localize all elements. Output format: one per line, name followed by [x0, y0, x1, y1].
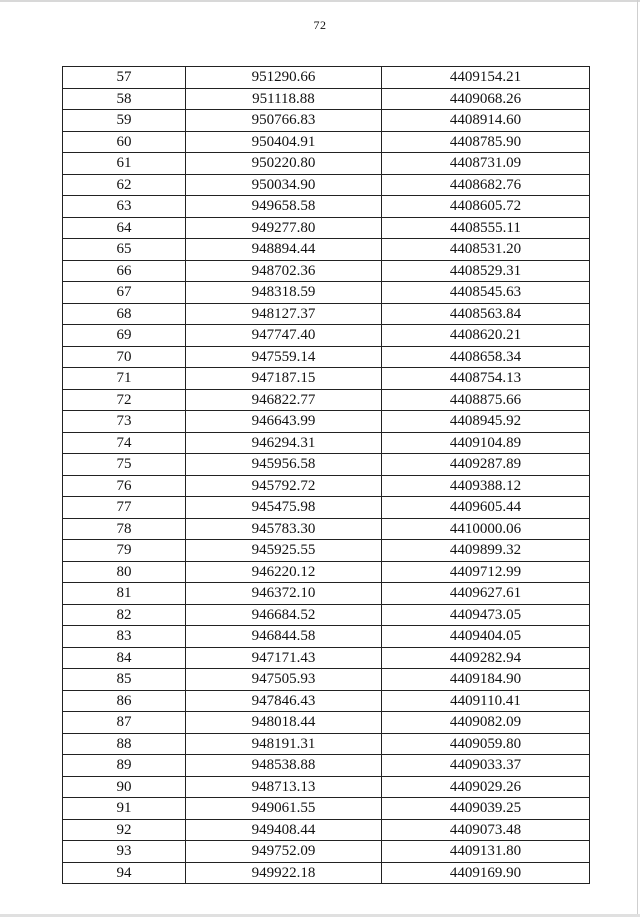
x-coordinate-cell: 950220.80 [186, 153, 382, 175]
point-number-cell: 75 [63, 454, 186, 476]
x-coordinate-cell: 947747.40 [186, 325, 382, 347]
x-coordinate-cell: 947505.93 [186, 669, 382, 691]
x-coordinate-cell: 949061.55 [186, 798, 382, 820]
point-number-cell: 86 [63, 690, 186, 712]
point-number-cell: 79 [63, 540, 186, 562]
table-row [63, 669, 590, 691]
x-coordinate-cell: 949408.44 [186, 819, 382, 841]
y-coordinate-cell: 4409068.26 [382, 88, 590, 110]
x-coordinate-cell: 951290.66 [186, 67, 382, 89]
point-number-cell: 93 [63, 841, 186, 863]
table-row [63, 282, 590, 304]
table-row [63, 561, 590, 583]
point-number-cell: 67 [63, 282, 186, 304]
y-coordinate-cell: 4409388.12 [382, 475, 590, 497]
point-number-cell: 84 [63, 647, 186, 669]
y-coordinate-cell: 4408875.66 [382, 389, 590, 411]
x-coordinate-cell: 947846.43 [186, 690, 382, 712]
x-coordinate-cell: 948894.44 [186, 239, 382, 261]
table-row [63, 239, 590, 261]
x-coordinate-cell: 946844.58 [186, 626, 382, 648]
x-coordinate-cell: 948191.31 [186, 733, 382, 755]
point-number-cell: 83 [63, 626, 186, 648]
table-row [63, 454, 590, 476]
point-number-cell: 89 [63, 755, 186, 777]
y-coordinate-cell: 4408529.31 [382, 260, 590, 282]
table-row [63, 540, 590, 562]
y-coordinate-cell: 4409184.90 [382, 669, 590, 691]
point-number-cell: 63 [63, 196, 186, 218]
table-row [63, 174, 590, 196]
y-coordinate-cell: 4408754.13 [382, 368, 590, 390]
table-row [63, 733, 590, 755]
point-number-cell: 80 [63, 561, 186, 583]
point-number-cell: 77 [63, 497, 186, 519]
point-number-cell: 87 [63, 712, 186, 734]
table-row [63, 604, 590, 626]
x-coordinate-cell: 945783.30 [186, 518, 382, 540]
y-coordinate-cell: 4408945.92 [382, 411, 590, 433]
x-coordinate-cell: 950404.91 [186, 131, 382, 153]
point-number-cell: 60 [63, 131, 186, 153]
y-coordinate-cell: 4408545.63 [382, 282, 590, 304]
y-coordinate-cell: 4409605.44 [382, 497, 590, 519]
x-coordinate-cell: 951118.88 [186, 88, 382, 110]
table-row [63, 518, 590, 540]
x-coordinate-cell: 947171.43 [186, 647, 382, 669]
table-row [63, 497, 590, 519]
x-coordinate-cell: 948702.36 [186, 260, 382, 282]
point-number-cell: 73 [63, 411, 186, 433]
table-row [63, 67, 590, 89]
table-row [63, 131, 590, 153]
x-coordinate-cell: 946684.52 [186, 604, 382, 626]
y-coordinate-cell: 4409404.05 [382, 626, 590, 648]
y-coordinate-cell: 4409282.94 [382, 647, 590, 669]
table-row [63, 841, 590, 863]
x-coordinate-cell: 948127.37 [186, 303, 382, 325]
y-coordinate-cell: 4409627.61 [382, 583, 590, 605]
table-row [63, 626, 590, 648]
y-coordinate-cell: 4409104.89 [382, 432, 590, 454]
point-number-cell: 91 [63, 798, 186, 820]
x-coordinate-cell: 946372.10 [186, 583, 382, 605]
x-coordinate-cell: 947559.14 [186, 346, 382, 368]
x-coordinate-cell: 950034.90 [186, 174, 382, 196]
table-row [63, 325, 590, 347]
x-coordinate-cell: 949752.09 [186, 841, 382, 863]
y-coordinate-cell: 4409039.25 [382, 798, 590, 820]
y-coordinate-cell: 4408620.21 [382, 325, 590, 347]
y-coordinate-cell: 4409169.90 [382, 862, 590, 884]
table-row [63, 712, 590, 734]
point-number-cell: 66 [63, 260, 186, 282]
y-coordinate-cell: 4408555.11 [382, 217, 590, 239]
point-number-cell: 78 [63, 518, 186, 540]
point-number-cell: 57 [63, 67, 186, 89]
y-coordinate-cell: 4408658.34 [382, 346, 590, 368]
x-coordinate-cell: 950766.83 [186, 110, 382, 132]
point-number-cell: 64 [63, 217, 186, 239]
table-row [63, 690, 590, 712]
y-coordinate-cell: 4409110.41 [382, 690, 590, 712]
x-coordinate-cell: 945925.55 [186, 540, 382, 562]
table-row [63, 389, 590, 411]
point-number-cell: 74 [63, 432, 186, 454]
point-number-cell: 88 [63, 733, 186, 755]
y-coordinate-cell: 4409287.89 [382, 454, 590, 476]
x-coordinate-cell: 946822.77 [186, 389, 382, 411]
y-coordinate-cell: 4409712.99 [382, 561, 590, 583]
y-coordinate-cell: 4408682.76 [382, 174, 590, 196]
table-row [63, 647, 590, 669]
table-row [63, 368, 590, 390]
point-number-cell: 90 [63, 776, 186, 798]
point-number-cell: 85 [63, 669, 186, 691]
point-number-cell: 58 [63, 88, 186, 110]
x-coordinate-cell: 948018.44 [186, 712, 382, 734]
coordinates-table-body [63, 67, 590, 884]
point-number-cell: 69 [63, 325, 186, 347]
table-row [63, 798, 590, 820]
point-number-cell: 61 [63, 153, 186, 175]
table-row [63, 217, 590, 239]
table-row [63, 260, 590, 282]
x-coordinate-cell: 949658.58 [186, 196, 382, 218]
point-number-cell: 76 [63, 475, 186, 497]
x-coordinate-cell: 949277.80 [186, 217, 382, 239]
coordinates-table [62, 66, 590, 884]
y-coordinate-cell: 4408605.72 [382, 196, 590, 218]
y-coordinate-cell: 4408785.90 [382, 131, 590, 153]
table-row [63, 475, 590, 497]
table-row [63, 583, 590, 605]
y-coordinate-cell: 4409059.80 [382, 733, 590, 755]
y-coordinate-cell: 4409033.37 [382, 755, 590, 777]
point-number-cell: 82 [63, 604, 186, 626]
y-coordinate-cell: 4410000.06 [382, 518, 590, 540]
x-coordinate-cell: 945792.72 [186, 475, 382, 497]
table-row [63, 862, 590, 884]
point-number-cell: 59 [63, 110, 186, 132]
x-coordinate-cell: 947187.15 [186, 368, 382, 390]
x-coordinate-cell: 945475.98 [186, 497, 382, 519]
y-coordinate-cell: 4408914.60 [382, 110, 590, 132]
table-row [63, 303, 590, 325]
point-number-cell: 68 [63, 303, 186, 325]
point-number-cell: 92 [63, 819, 186, 841]
x-coordinate-cell: 948538.88 [186, 755, 382, 777]
y-coordinate-cell: 4409073.48 [382, 819, 590, 841]
y-coordinate-cell: 4409082.09 [382, 712, 590, 734]
table-row [63, 110, 590, 132]
x-coordinate-cell: 946294.31 [186, 432, 382, 454]
point-number-cell: 72 [63, 389, 186, 411]
table-row [63, 346, 590, 368]
scan-edge-right [637, 0, 638, 917]
y-coordinate-cell: 4409473.05 [382, 604, 590, 626]
point-number-cell: 81 [63, 583, 186, 605]
y-coordinate-cell: 4408731.09 [382, 153, 590, 175]
y-coordinate-cell: 4409154.21 [382, 67, 590, 89]
x-coordinate-cell: 945956.58 [186, 454, 382, 476]
table-row [63, 196, 590, 218]
table-row [63, 819, 590, 841]
table-row [63, 88, 590, 110]
x-coordinate-cell: 946220.12 [186, 561, 382, 583]
table-row [63, 432, 590, 454]
y-coordinate-cell: 4408531.20 [382, 239, 590, 261]
page-number: 72 [313, 18, 327, 32]
y-coordinate-cell: 4409029.26 [382, 776, 590, 798]
point-number-cell: 71 [63, 368, 186, 390]
x-coordinate-cell: 946643.99 [186, 411, 382, 433]
table-row [63, 411, 590, 433]
y-coordinate-cell: 4409131.80 [382, 841, 590, 863]
point-number-cell: 65 [63, 239, 186, 261]
point-number-cell: 70 [63, 346, 186, 368]
table-row [63, 153, 590, 175]
x-coordinate-cell: 948713.13 [186, 776, 382, 798]
table-row [63, 776, 590, 798]
y-coordinate-cell: 4408563.84 [382, 303, 590, 325]
point-number-cell: 62 [63, 174, 186, 196]
point-number-cell: 94 [63, 862, 186, 884]
scan-edge-top [0, 0, 640, 2]
x-coordinate-cell: 949922.18 [186, 862, 382, 884]
table-row [63, 755, 590, 777]
x-coordinate-cell: 948318.59 [186, 282, 382, 304]
y-coordinate-cell: 4409899.32 [382, 540, 590, 562]
